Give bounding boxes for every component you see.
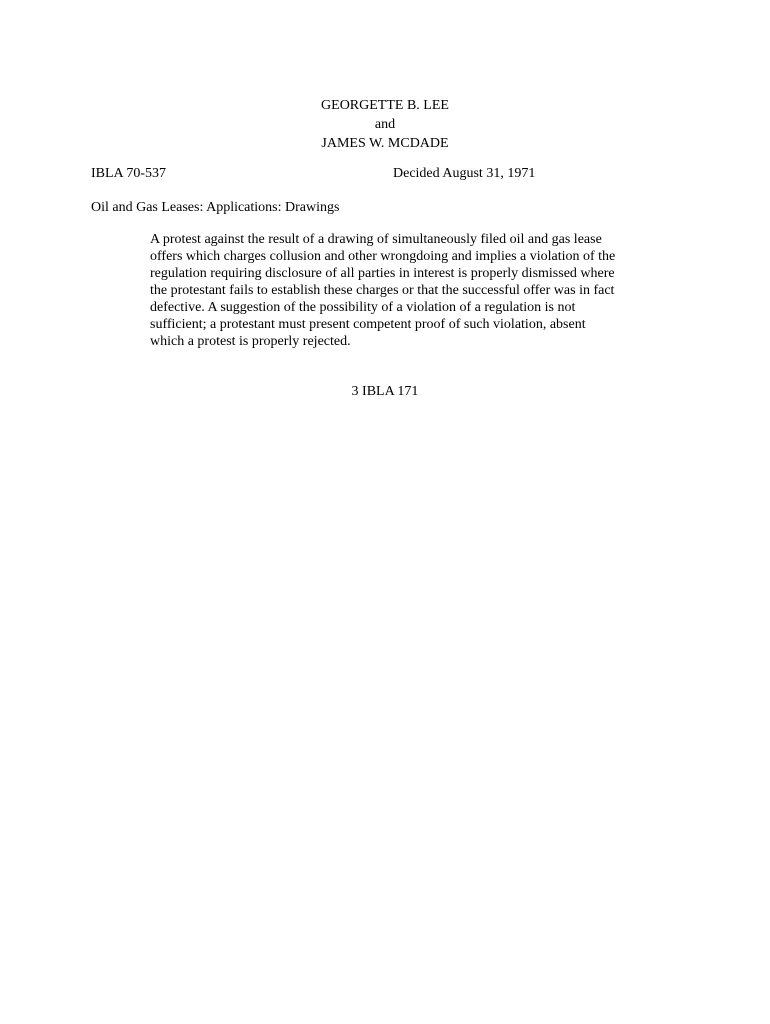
headnote-line: regulation requiring disclosure of all parties in interest is properly dismissed where xyxy=(150,266,615,281)
case-caption xyxy=(0,96,770,153)
decision-date: Decided August 31, 1971 xyxy=(393,166,536,181)
headnote-line: defective. A suggestion of the possibility of a violation of a regulation is not xyxy=(150,300,576,315)
headnote-line: sufficient; a protestant must present competent proof of such violation, absent xyxy=(150,317,586,332)
headnote-line: the protestant fails to establish these charges or that the successful offer was in fact xyxy=(150,283,615,298)
headnote-line: A protest against the result of a drawing of simultaneously filed oil and gas lease xyxy=(150,232,602,247)
caption-conjunction: and xyxy=(374,117,396,132)
headnote-paragraph xyxy=(150,231,620,350)
headnote-line: which a protest is properly rejected. xyxy=(150,334,351,349)
docket-number: IBLA 70-537 xyxy=(91,166,167,181)
headnote-topic: Oil and Gas Leases: Applications: Drawings xyxy=(91,200,340,215)
party-one-name: GEORGETTE B. LEE xyxy=(321,98,449,113)
headnote-line: offers which charges collusion and other wrongdoing and implies a violation of the xyxy=(150,249,616,264)
party-two-name: JAMES W. MCDADE xyxy=(321,136,449,151)
reporter-citation: 3 IBLA 171 xyxy=(351,384,419,399)
